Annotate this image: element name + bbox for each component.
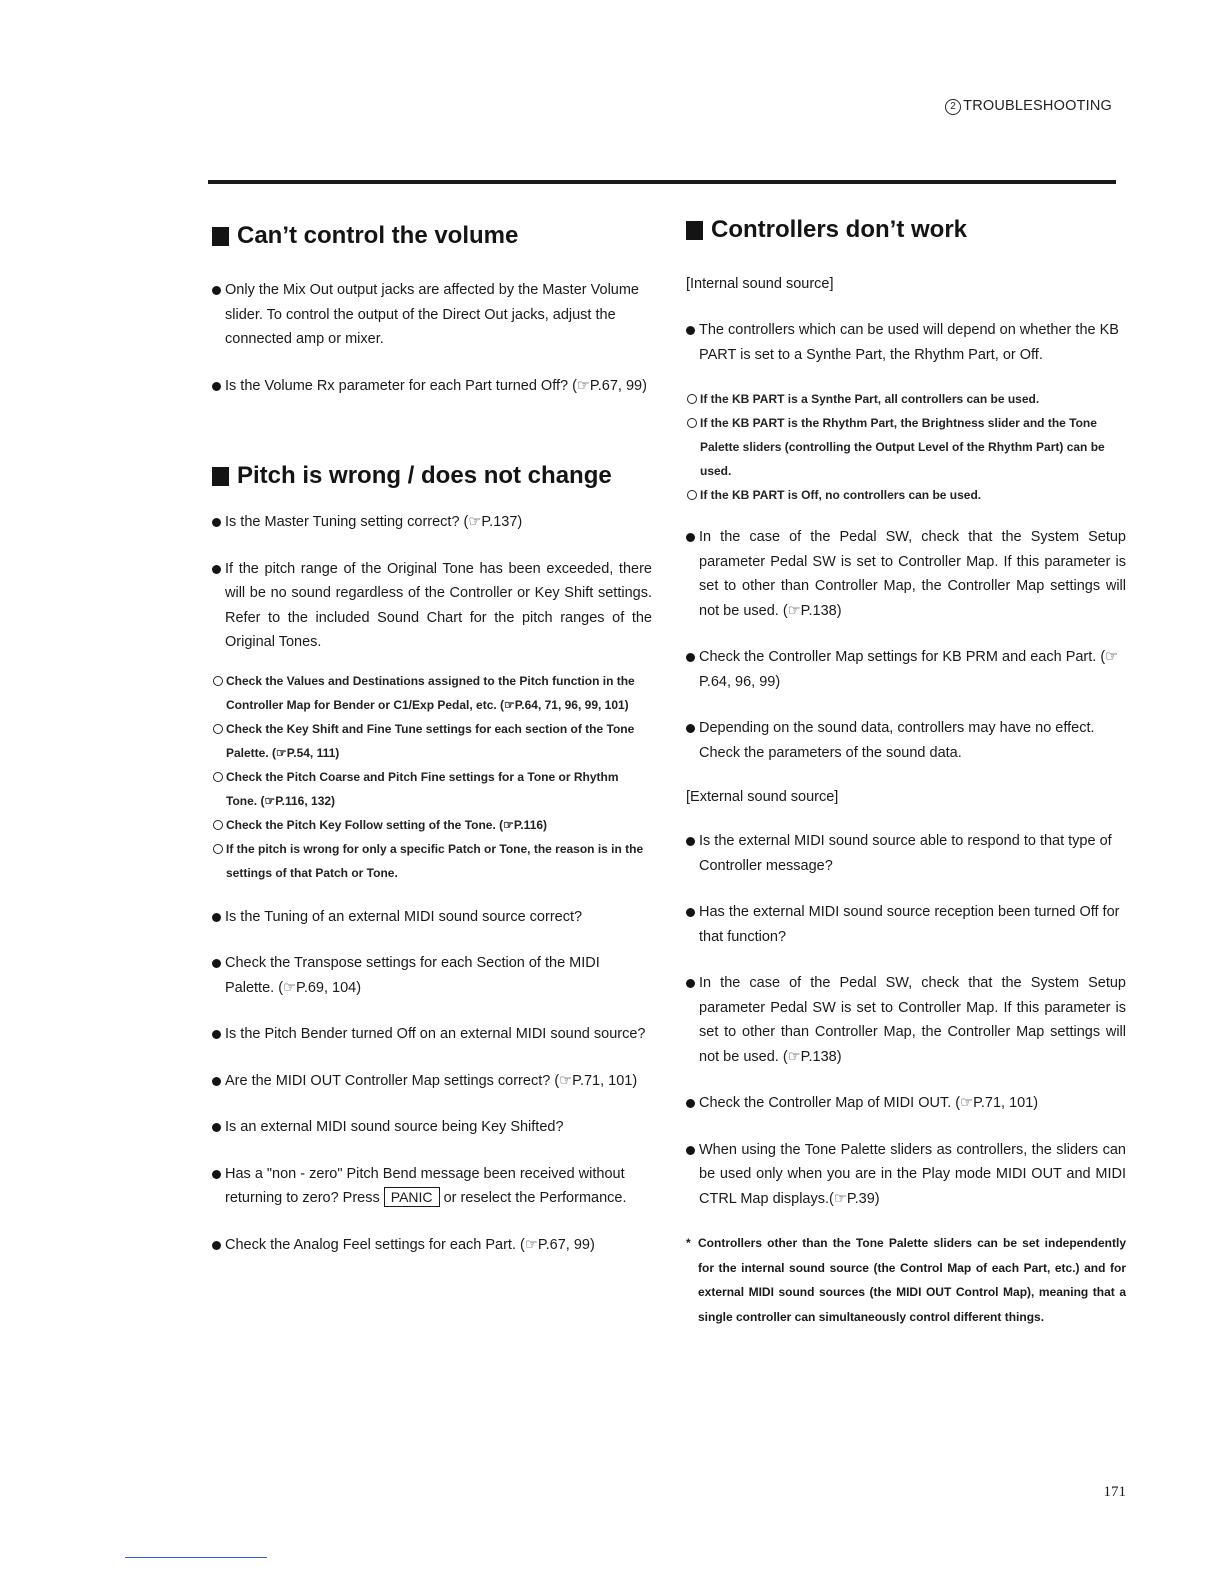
circle-bullet-icon xyxy=(213,772,223,782)
bullet-dot-icon xyxy=(212,913,221,922)
running-header-title: TROUBLESHOOTING xyxy=(963,98,1112,114)
volume-heading-text: Can’t control the volume xyxy=(237,222,519,249)
bullet-dot-icon xyxy=(212,382,221,391)
list-item: Are the MIDI OUT Controller Map settings correct? (☞P.71, 101) xyxy=(212,1069,652,1094)
circle-bullet-icon xyxy=(213,820,223,830)
list-item: If the pitch range of the Original Tone has been exceeded, there will be no sound regardless of the Controller or Key Shift settings. Refer to the included Sound Chart for the pitch ranges of the Original Tones. xyxy=(212,557,652,655)
list-item: Is the Tuning of an external MIDI sound source correct? xyxy=(212,905,652,930)
note-item: Check the Pitch Key Follow setting of the Tone. (☞P.116) xyxy=(212,813,652,837)
heading-square-icon xyxy=(212,467,229,486)
pitch-heading-text: Pitch is wrong / does not change xyxy=(237,462,612,489)
list-item: Check the Controller Map settings for KB PRM and each Part. (☞P.64, 96, 99) xyxy=(686,645,1126,694)
bullet-dot-icon xyxy=(686,979,695,988)
internal-source-label: [Internal sound source] xyxy=(686,276,834,292)
bullet-dot-icon xyxy=(212,1170,221,1179)
note-item: Check the Pitch Coarse and Pitch Fine settings for a Tone or Rhythm Tone. (☞P.116, 132) xyxy=(212,765,652,813)
list-item: Is the external MIDI sound source able to respond to that type of Controller message? xyxy=(686,829,1126,878)
circle-bullet-icon xyxy=(213,676,223,686)
section-number-badge: 2 xyxy=(945,99,961,115)
bullet-dot-icon xyxy=(686,326,695,335)
bullet-dot-icon xyxy=(686,1146,695,1155)
bullet-dot-icon xyxy=(212,1030,221,1039)
external-source-label: [External sound source] xyxy=(686,789,839,805)
heading-square-icon xyxy=(686,221,703,240)
list-item: Is the Volume Rx parameter for each Part turned Off? (☞P.67, 99) xyxy=(212,374,652,399)
bullet-dot-icon xyxy=(686,908,695,917)
footer-link-underline xyxy=(125,1557,267,1558)
bullet-dot-icon xyxy=(686,1099,695,1108)
list-item: The controllers which can be used will depend on whether the KB PART is set to a Synthe Part, the Rhythm Part, or Off. xyxy=(686,318,1126,367)
bullet-dot-icon xyxy=(212,1241,221,1250)
section-heading-controllers xyxy=(686,216,1126,244)
bullet-dot-icon xyxy=(212,959,221,968)
running-header xyxy=(945,98,1112,115)
circle-bullet-icon xyxy=(213,844,223,854)
note-item: If the KB PART is Off, no controllers can be used. xyxy=(686,483,1126,507)
list-item: Is the Pitch Bender turned Off on an external MIDI sound source? xyxy=(212,1022,652,1047)
list-item: When using the Tone Palette sliders as controllers, the sliders can be used only when you are in the Play mode MIDI OUT and MIDI CTRL Map displays.(☞P.39) xyxy=(686,1138,1126,1212)
list-item: Is the Master Tuning setting correct? (☞P.137) xyxy=(212,510,652,535)
bullet-dot-icon xyxy=(212,1077,221,1086)
bullet-dot-icon xyxy=(212,286,221,295)
right-column xyxy=(686,216,1126,1329)
panic-button: PANIC xyxy=(384,1187,440,1207)
section-heading-pitch xyxy=(212,462,652,490)
circle-bullet-icon xyxy=(213,724,223,734)
bullet-dot-icon xyxy=(686,837,695,846)
section-heading-volume xyxy=(212,222,652,250)
note-item: If the pitch is wrong for only a specific Patch or Tone, the reason is in the settings of that Patch or Tone. xyxy=(212,837,652,885)
bullet-dot-icon xyxy=(686,653,695,662)
note-item: Check the Values and Destinations assigned to the Pitch function in the Controller Map for Bender or C1/Exp Pedal, etc. (☞P.64, 71, 96, 99, 101) xyxy=(212,669,652,717)
bullet-dot-icon xyxy=(212,565,221,574)
header-rule xyxy=(208,180,1116,184)
list-item: In the case of the Pedal SW, check that the System Setup parameter Pedal SW is set to Controller Map. If this parameter is set to other than Controller Map, the Controller Map settings will not be used. (☞P.138) xyxy=(686,971,1126,1069)
list-item: Is an external MIDI sound source being Key Shifted? xyxy=(212,1115,652,1140)
list-item: Depending on the sound data, controllers may have no effect. Check the parameters of the sound data. xyxy=(686,716,1126,765)
bullet-dot-icon xyxy=(686,724,695,733)
circle-bullet-icon xyxy=(687,394,697,404)
list-item: Has the external MIDI sound source reception been turned Off for that function? xyxy=(686,900,1126,949)
controllers-heading-text: Controllers don’t work xyxy=(711,216,968,243)
list-item: Has a "non - zero" Pitch Bend message been received without returning to zero? Press PANIC or reselect the Performance. xyxy=(212,1162,652,1211)
bullet-dot-icon xyxy=(686,533,695,542)
page-number: 171 xyxy=(1103,1484,1126,1500)
bullet-dot-icon xyxy=(212,1123,221,1132)
circle-bullet-icon xyxy=(687,490,697,500)
list-item: In the case of the Pedal SW, check that the System Setup parameter Pedal SW is set to Controller Map. If this parameter is set to other than Controller Map, the Controller Map settings will not be used. (☞P.138) xyxy=(686,525,1126,623)
heading-square-icon xyxy=(212,227,229,246)
list-item: Check the Analog Feel settings for each Part. (☞P.67, 99) xyxy=(212,1233,652,1258)
left-column xyxy=(212,222,652,1257)
bullet-dot-icon xyxy=(212,518,221,527)
note-item: Check the Key Shift and Fine Tune settings for each section of the Tone Palette. (☞P.54, 111) xyxy=(212,717,652,765)
circle-bullet-icon xyxy=(687,418,697,428)
note-item: If the KB PART is a Synthe Part, all controllers can be used. xyxy=(686,387,1126,411)
list-item: Only the Mix Out output jacks are affected by the Master Volume slider. To control the output of the Direct Out jacks, adjust the connected amp or mixer. xyxy=(212,278,652,352)
asterisk-icon: * xyxy=(686,1236,691,1250)
asterisk-note: * Controllers other than the Tone Palette sliders can be set independently for the internal sound source (the Control Map of each Part, etc.) and for external MIDI sound sources (the MIDI OUT Control Map), meaning that a single controller can simultaneously control different things. xyxy=(686,1231,1126,1329)
list-item: Check the Transpose settings for each Section of the MIDI Palette. (☞P.69, 104) xyxy=(212,951,652,1000)
note-item: If the KB PART is the Rhythm Part, the Brightness slider and the Tone Palette sliders (controlling the Output Level of the Rhythm Part) can be used. xyxy=(686,411,1126,483)
list-item: Check the Controller Map of MIDI OUT. (☞P.71, 101) xyxy=(686,1091,1126,1116)
